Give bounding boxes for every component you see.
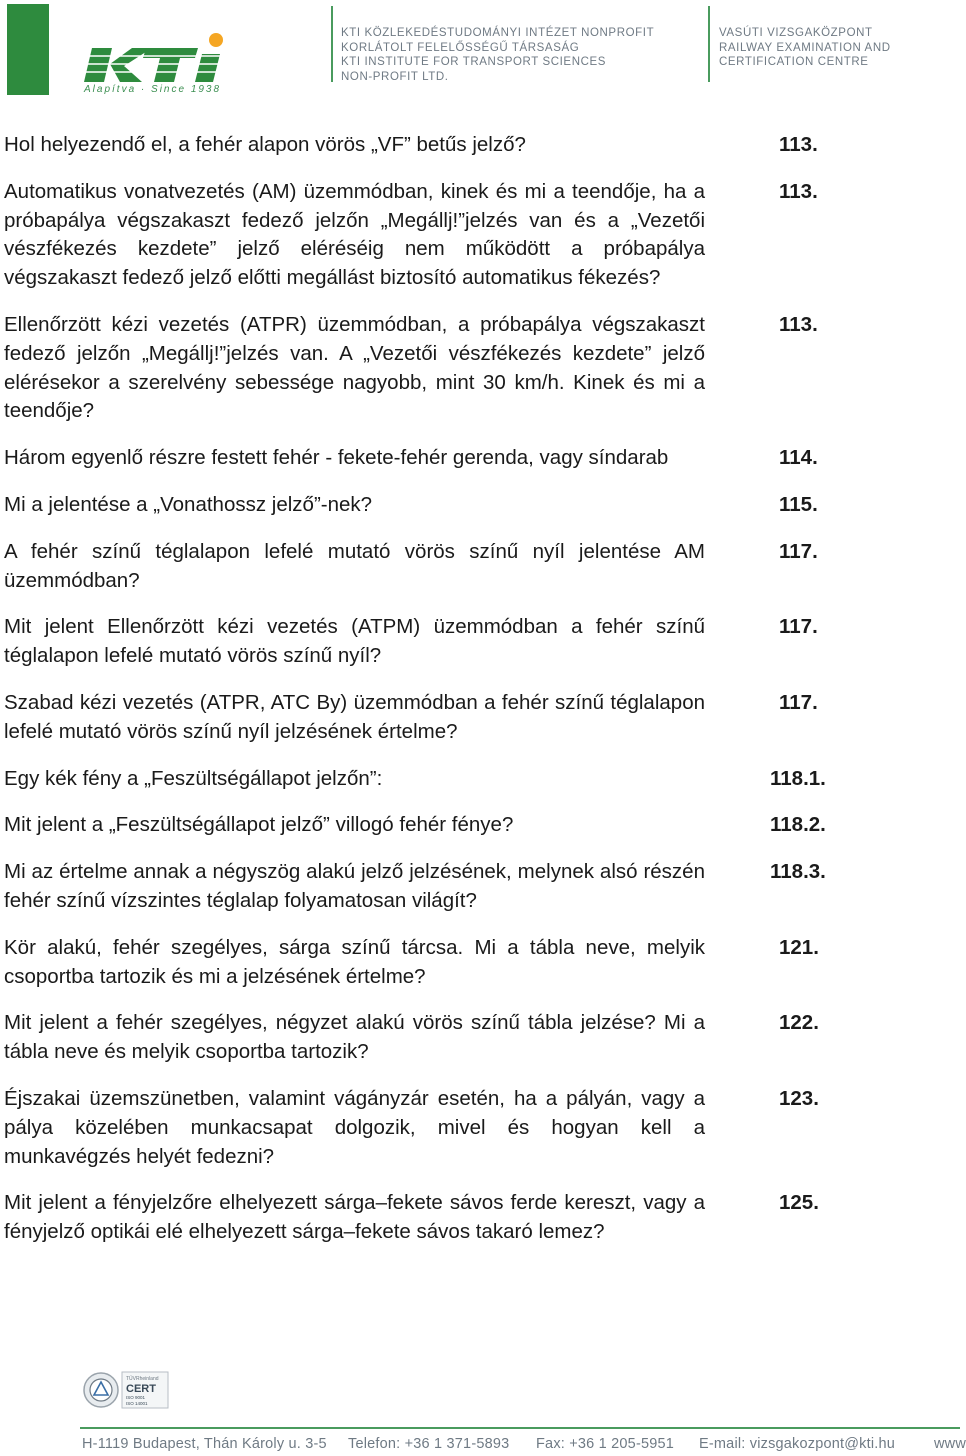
question-item [4,765,954,794]
brand-green-bar [7,4,49,95]
question-text: Éjszakai üzemszünetben, valamint vágányzár esetén, ha a pályán, vagy a pálya közelében munkacsapat dolgozik, mivel és hogyan kell a munkavégzés helyét fedezni? [4,1086,705,1168]
question-list [4,131,954,1265]
reference-number: 115. [779,492,818,516]
question-item [4,858,954,916]
logo-tagline: Alapítva · Since 1938 [84,84,222,95]
svg-text:CERT: CERT [126,1383,156,1395]
question-text: Mit jelent a fehér szegélyes, négyzet alakú vörös színű tábla jelzése? Mi a tábla neve és melyik csoportba tartozik? [4,1011,705,1064]
page-footer [82,1436,966,1454]
reference-number: 117. [779,615,818,639]
question-item [4,538,954,596]
question-text: Mit jelent Ellenőrzött kézi vezetés (ATPM) üzemmódban a fehér színű téglalapon lefelé mutató vörös színű nyíl? [4,615,705,668]
question-item [4,1189,954,1247]
reference-number: 113. [779,312,818,336]
footer-address: H-1119 Budapest, Thán Károly u. 3-5 [82,1436,327,1452]
question-text: Ellenőrzött kézi vezetés (ATPR) üzemmódban, a próbapálya végszakaszt fedező jelzőn „Megállj!”jelzés van. A „Vezetői vészfékezés kezdete” jelző elérésekor a szerelvény sebessége nagyobb, mint 30 km/h. Kinek és mi a teendője? [4,312,705,423]
question-item [4,178,954,293]
tuv-cert-badge [82,1370,170,1410]
question-text: A fehér színű téglalapon lefelé mutató vörös színű nyíl jelentése AM üzemmódban? [4,539,705,592]
question-item [4,1009,954,1067]
reference-number: 113. [779,179,818,203]
logo-orange-dot [209,33,223,47]
reference-number: 122. [779,1011,819,1035]
reference-number: 117. [779,539,818,563]
reference-number: 114. [779,446,818,470]
page-header [0,0,960,110]
question-text: Mit jelent a „Feszültségállapot jelző” villogó fehér fénye? [4,813,514,837]
question-text: Kör alakú, fehér szegélyes, sárga színű tárcsa. Mi a tábla neve, melyik csoportba tartozik és mi a jelzésének értelme? [4,935,705,988]
header-divider [331,6,333,82]
question-text: Három egyenlő részre festett fehér - fekete-fehér gerenda, vagy síndarab [4,446,669,470]
svg-text:ISO 14001: ISO 14001 [126,1401,148,1406]
reference-number: 118.3. [770,860,826,884]
footer-email[interactable]: E-mail: vizsgakozpont@kti.hu [699,1436,896,1452]
institute-name: KTI KÖZLEKEDÉSTUDOMÁNYI INTÉZET NONPROFIT KORLÁTOLT FELELŐSSÉGŰ TÁRSASÁG KTI INSTITUTE FOR TRANSPORT SCIENCES NON-PROFIT LTD. [341,27,655,83]
question-text: Szabad kézi vezetés (ATPR, ATC By) üzemmódban a fehér színű téglalapon lefelé mutató vörös színű nyíl jelzésének értelme? [4,690,705,743]
footer-divider [80,1427,960,1429]
footer-fax: Fax: +36 1 205-5951 [536,1436,675,1452]
reference-number: 121. [779,935,819,959]
header-divider [708,6,710,82]
question-item [4,444,954,473]
question-text: Automatikus vonatvezetés (AM) üzemmódban, kinek és mi a teendője, ha a próbapálya végszakaszt fedező jelzőn „Megállj!”jelzés van és a „Vezetői vészfékezés kezdete” jelző eléréséig nem működött a próbapálya végszakaszt fedező jelző előtti megállást biztosító automatikus fékezés? [4,179,705,290]
question-text: Egy kék fény a „Feszültségállapot jelzőn”: [4,766,383,790]
footer-phone: Telefon: +36 1 371-5893 [348,1436,510,1452]
question-item [4,613,954,671]
question-item [4,689,954,747]
question-item [4,934,954,992]
reference-number: 118.2. [770,813,826,837]
reference-number: 117. [779,690,818,714]
question-text: Mit jelent a fényjelzőre elhelyezett sárga–fekete sávos ferde kereszt, vagy a fényjelző optikái elé elhelyezett sárga–fekete sávos takaró lemez? [4,1191,705,1244]
question-item [4,311,954,426]
question-text: Mi a jelentése a „Vonathossz jelző”-nek? [4,492,373,516]
question-item [4,131,954,160]
question-item [4,1085,954,1171]
reference-number: 113. [779,133,818,156]
reference-number: 123. [779,1086,819,1110]
reference-number: 125. [779,1191,819,1215]
question-item [4,811,954,840]
svg-text:TÜVRheinland: TÜVRheinland [126,1376,159,1382]
footer-web[interactable]: www [934,1436,966,1452]
svg-text:ISO 9001: ISO 9001 [126,1395,146,1400]
examination-centre-name: VASÚTI VIZSGAKÖZPONT RAILWAY EXAMINATION AND CERTIFICATION CENTRE [719,27,891,68]
question-item [4,491,954,520]
question-text: Mi az értelme annak a négyszög alakú jelző jelzésének, melynek alsó részén fehér színű vízszintes téglalap folyamatosan világít? [4,860,705,912]
reference-number: 118.1. [770,766,826,790]
question-text: Hol helyezendő el, a fehér alapon vörös „VF” betűs jelző? [4,133,526,156]
